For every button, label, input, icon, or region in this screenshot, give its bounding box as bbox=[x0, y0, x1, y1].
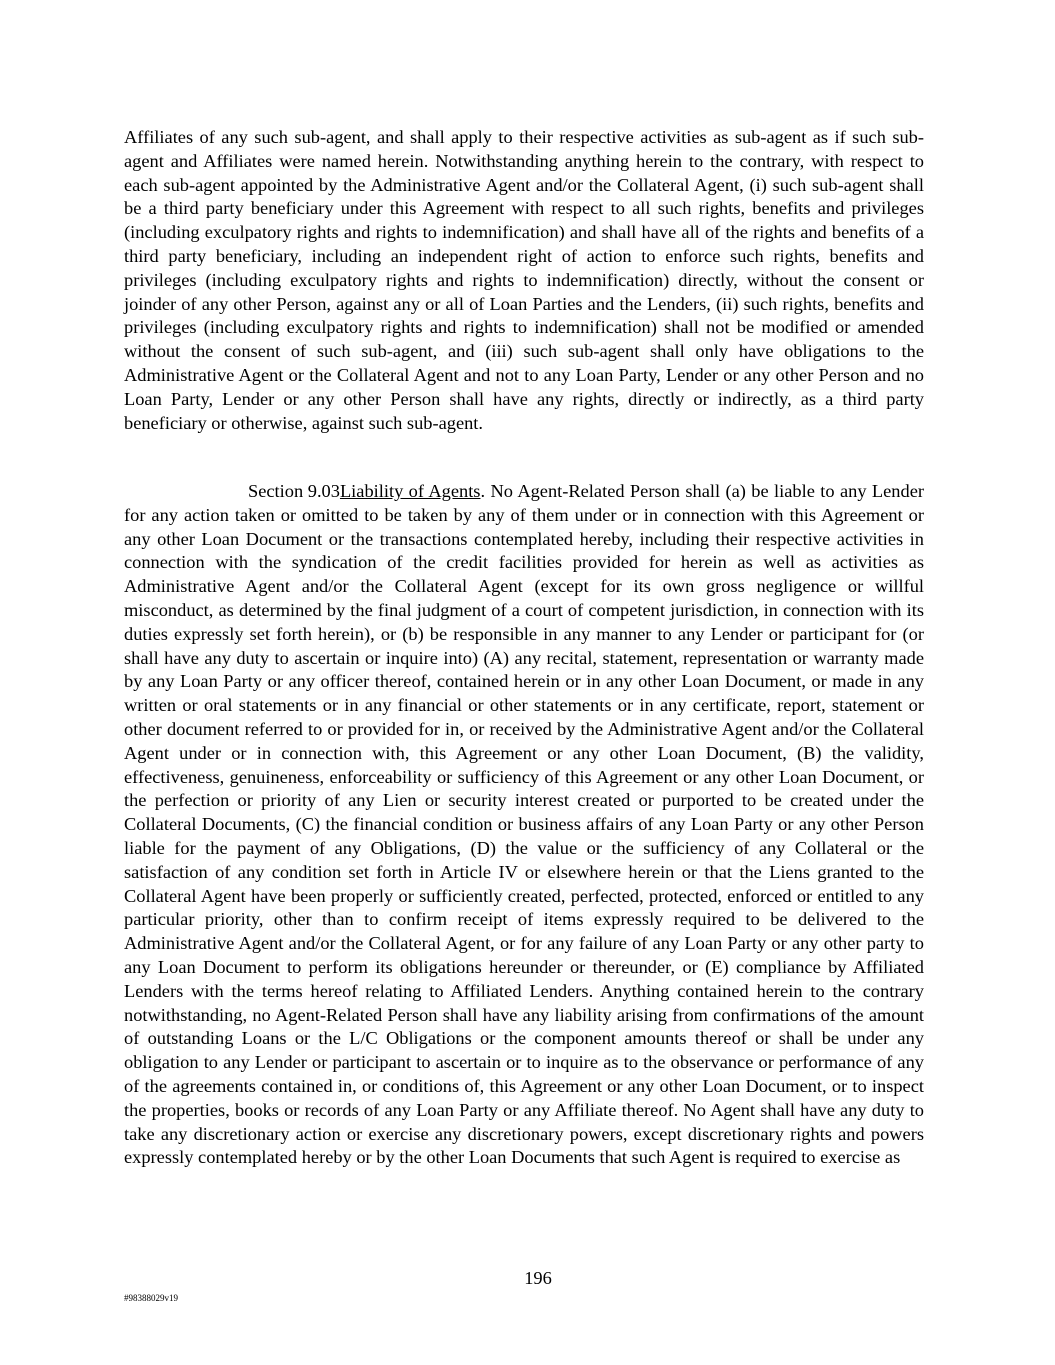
section-body-text: No Agent-Related Person shall (a) be liable to any Lender for any action taken or omitted to be taken by any of them under or in connection with this Agreement or any other Loan Document or the transactions contemplated hereby, including their respective activities in connection with the syndication of the credit facilities provided for herein as well as activities as Administrative Agent and/or the Collateral Agent (except for its own gross negligence or willful misconduct, as determined by the final judgment of a court of competent jurisdiction, in connection with its duties expressly set forth herein), or (b) be responsible in any manner to any Lender or participant for (or shall have any duty to ascertain or inquire into) (A) any recital, statement, representation or warranty made by any Loan Party or any officer thereof, contained herein or in any other Loan Document, or made in any written or oral statements or in any financial or other statements or in any certificate, report, statement or other document referred to or provided for in, or received by the Administrative Agent and/or the Collateral Agent under or in connection with, this Agreement or any other Loan Document, (B) the validity, effectiveness, genuineness, enforceability or sufficiency of this Agreement or any other Loan Document, or the perfection or priority of any Lien or security interest created or purported to be created under the Collateral Documents, (C) the financial condition or business affairs of any Loan Party or any other Person liable for the payment of any Obligations, (D) the value or the sufficiency of any Collateral or the satisfaction of any condition set forth in Article IV or elsewhere herein or that the Liens granted to the Collateral Agent have been properly or sufficiently created, perfected, protected, enforced or entitled to any particular priority, other than to confirm receipt of items expressly required to be delivered to the Administrative Agent and/or the Collateral Agent, or for any failure of any Loan Party or any other party to any Loan Document to perform its obligations hereunder or thereunder, or (E) compliance by Affiliated Lenders with the terms hereof relating to Affiliated Lenders. Anything contained herein to the contrary notwithstanding, no Agent-Related Person shall have any liability arising from confirmations of the amount of outstanding Loans or the L/C Obligations or the component amounts thereof or shall be under any obligation to any Lender or participant to ascertain or to inquire as to the observance or performance of any of the agreements contained in, or conditions of, this Agreement or any other Loan Document, or to inspect the properties, books or records of any Loan Party or any Affiliate thereof. No Agent shall have any duty to take any discretionary action or exercise any discretionary powers, except discretionary rights and powers expressly contemplated hereby or by the other Loan Documents that such Agent is required to exercise as bbox=[124, 481, 924, 1168]
document-id: #98388029v19 bbox=[124, 1293, 178, 1303]
section-number: Section 9.03 bbox=[248, 481, 340, 501]
page-number: 196 bbox=[524, 1268, 552, 1288]
section-9-03-paragraph bbox=[124, 480, 924, 1170]
section-heading: Liability of Agents bbox=[339, 481, 481, 501]
section-heading-punctuation: . bbox=[480, 481, 486, 501]
paragraph-continuation: Affiliates of any such sub-agent, and shall apply to their respective activities as sub-agent as if such sub-agent and Affiliates were named herein. Notwithstanding anything herein to the contrary, with respect to each sub-agent appointed by the Administrative Agent and/or the Collateral Agent, (i) such sub-agent shall be a third party beneficiary under this Agreement with respect to all such rights, benefits and privileges (including exculpatory rights and rights to indemnification) and shall have all of the rights and benefits of a third party beneficiary, including an independent right of action to enforce such rights, benefits and privileges (including exculpatory rights and rights to indemnification) directly, without the consent or joinder of any other Person, against any or all of Loan Parties and the Lenders, (ii) such rights, benefits and privileges (including exculpatory rights and rights to indemnification) shall not be modified or amended without the consent of such sub-agent, and (iii) such sub-agent shall only have obligations to the Administrative Agent or the Collateral Agent and not to any Loan Party, Lender or any other Person and no Loan Party, Lender or any other Person shall have any rights, directly or indirectly, as a third party beneficiary or otherwise, against such sub-agent. bbox=[124, 127, 924, 433]
